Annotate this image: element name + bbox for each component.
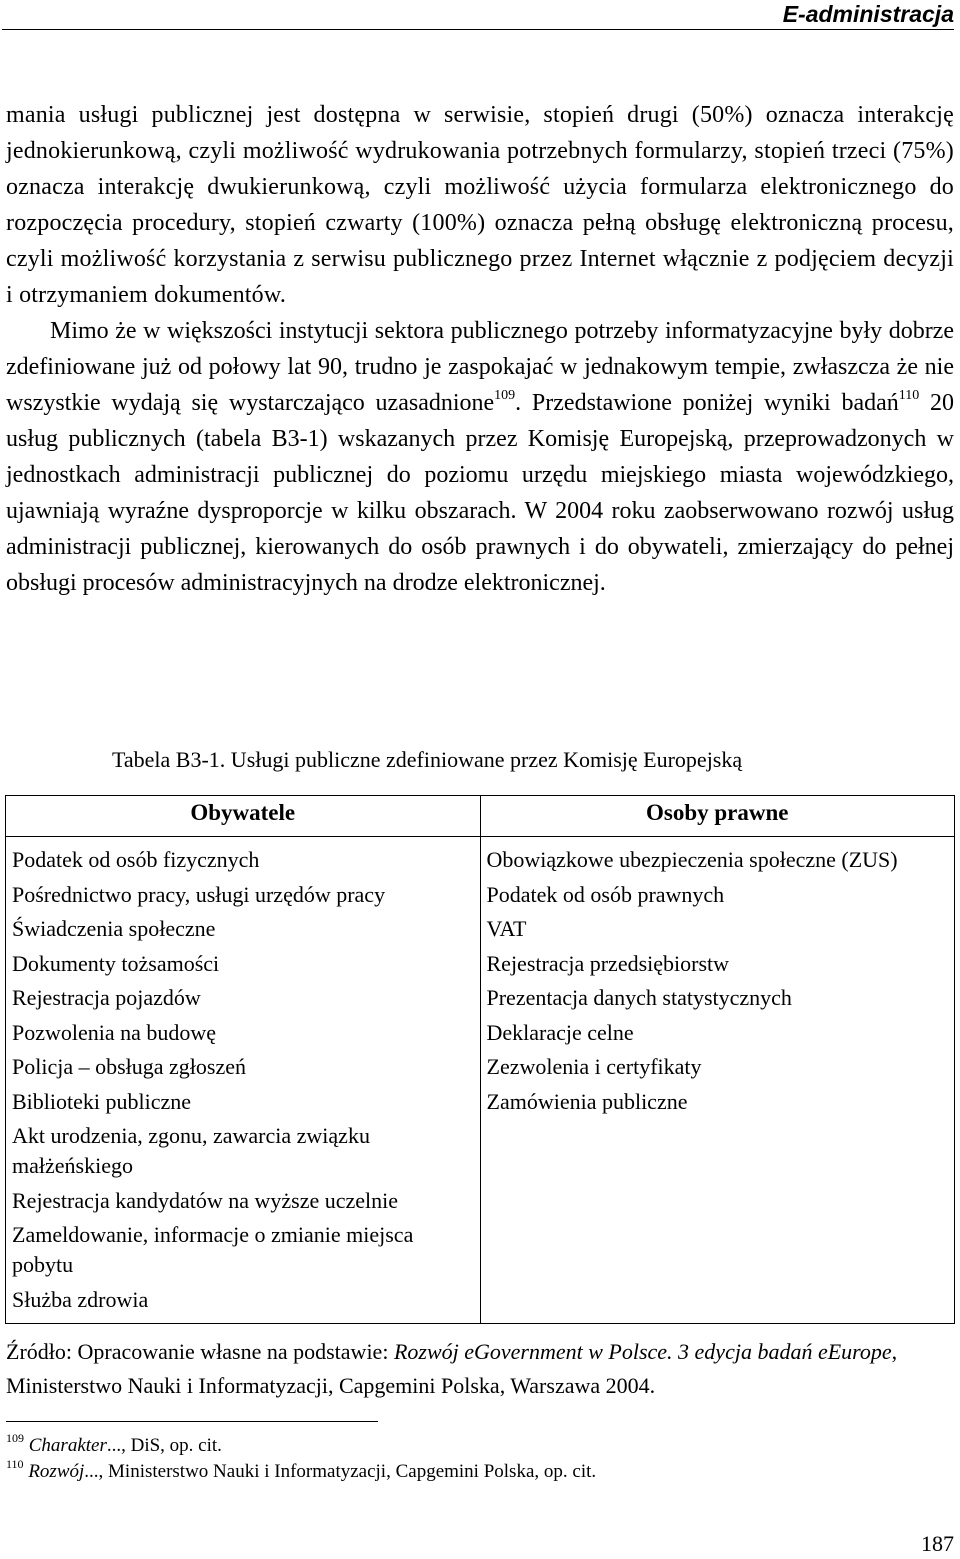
paragraph-2-part-3: 20 usług publicznych (tabela B3-1) wskazanych przez Komisję Europejską, przeprowadzonych w jednostkach administracji publicznej do poziomu urzędu miejskiego miasta wojewódzkiego, ujawniają wyraźne dysproporcje w kilku obszarach. W 2004 roku zaobserwowano rozwój usług administracji publicznej, kierowanych do osób prawnych i do obywateli, zmierzający do pełnej obsługi procesów administracyjnych na drodze elektronicznej.: [6, 390, 955, 596]
header-rule: [2, 29, 954, 30]
legal-entities-column: [480, 837, 955, 1324]
footnote-rule: [6, 1421, 378, 1422]
list-item: Dokumenty tożsamości: [12, 950, 220, 976]
list-item: Policja – obsługa zgłoszeń: [12, 1054, 247, 1079]
list-item: Rejestracja pojazdów: [12, 985, 201, 1010]
list-item: Zamówienia publiczne: [486, 1088, 688, 1114]
citizens-column: [6, 837, 481, 1324]
source-note: [6, 1335, 954, 1403]
footnote-ref-109: 109: [494, 388, 516, 403]
page-header: [0, 0, 960, 32]
page-number: 187: [921, 1531, 954, 1556]
list-item: Rejestracja przedsiębiorstw: [486, 950, 730, 976]
footnote-ref-110: 110: [898, 388, 920, 403]
list-item: Biblioteki publiczne: [12, 1088, 192, 1114]
paragraph-2-part-2: . Przedstawione poniżej wyniki badań: [515, 390, 899, 416]
header-title: E-administracja: [782, 1, 954, 27]
table-row: [6, 837, 955, 1324]
source-suffix: , Ministerstwo Nauki i Informatyzacji, Capgemini Polska, Warszawa 2004.: [6, 1339, 898, 1398]
footnotes: [6, 1430, 597, 1485]
list-item: Podatek od osób prawnych: [486, 881, 725, 907]
list-item: Świadczenia społeczne: [12, 916, 216, 941]
footnote-text: ..., DiS, op. cit.: [106, 1435, 222, 1456]
paragraph-2-part-1: Mimo że w większości instytucji sektora publicznego potrzeby informatyzacyjne były dobrze zdefiniowane już od połowy lat 90, trudno je zaspokajać w jednakowym tempie, zwłaszcza że nie wszystkie wydają się wystarczająco uzasadnione: [6, 318, 954, 416]
list-item: VAT: [486, 916, 527, 941]
footnote-110: [6, 1456, 597, 1485]
table-header-row: [6, 796, 955, 837]
list-item: Pozwolenia na budowę: [12, 1019, 217, 1045]
list-item: Służba zdrowia: [12, 1286, 149, 1312]
list-item: Prezentacja danych statystycznych: [486, 985, 792, 1010]
footnote-number: 110: [6, 1456, 24, 1471]
paragraph-1: mania usługi publicznej jest dostępna w serwisie, stopień drugi (50%) oznacza interakcję jednokierunkową, czyli możliwość wydrukowania potrzebnych formularzy, stopień trzeci (75%) oznacza interakcję dwukierunkową, czyli możliwość użycia formularza elektronicznego do rozpoczęcia procedury, stopień czwarty (100%) oznacza pełną obsługę elektroniczną procesu, czyli możliwość korzystania z serwisu publicznego przez Internet włącznie z podjęciem decyzji i otrzymaniem dokumentów.: [6, 102, 954, 308]
list-item: Deklaracje celne: [486, 1019, 634, 1045]
footnote-italic: Charakter: [28, 1435, 107, 1456]
paragraph-2: [6, 313, 954, 601]
list-item: Zameldowanie, informacje o zmianie miejsca pobytu: [12, 1222, 414, 1277]
list-item: Pośrednictwo pracy, usługi urzędów pracy: [12, 881, 386, 907]
list-item: Akt urodzenia, zgonu, zawarcia związku małżeńskiego: [12, 1123, 370, 1178]
source-title: Rozwój eGovernment w Polsce. 3 edycja badań eEurope: [393, 1339, 892, 1364]
services-table: [5, 795, 955, 1324]
list-item: Obowiązkowe ubezpieczenia społeczne (ZUS): [486, 847, 898, 872]
list-item: Podatek od osób fizycznych: [12, 847, 260, 872]
footnote-italic: Rozwój: [28, 1461, 85, 1482]
list-item: Rejestracja kandydatów na wyższe uczelnie: [12, 1187, 399, 1213]
table-caption: Tabela B3-1. Usługi publiczne zdefiniowane przez Komisję Europejską: [112, 747, 743, 772]
header-citizens: Obywatele: [6, 796, 481, 837]
footnote-text: ..., Ministerstwo Nauki i Informatyzacji, Capgemini Polska, op. cit.: [84, 1461, 597, 1482]
source-prefix: Źródło: Opracowanie własne na podstawie:: [6, 1339, 394, 1364]
header-legal-entities: Osoby prawne: [480, 796, 955, 837]
footnote-109: [6, 1430, 596, 1459]
footnote-number: 109: [6, 1430, 24, 1445]
list-item: Zezwolenia i certyfikaty: [486, 1054, 702, 1079]
body-text: [6, 97, 954, 601]
